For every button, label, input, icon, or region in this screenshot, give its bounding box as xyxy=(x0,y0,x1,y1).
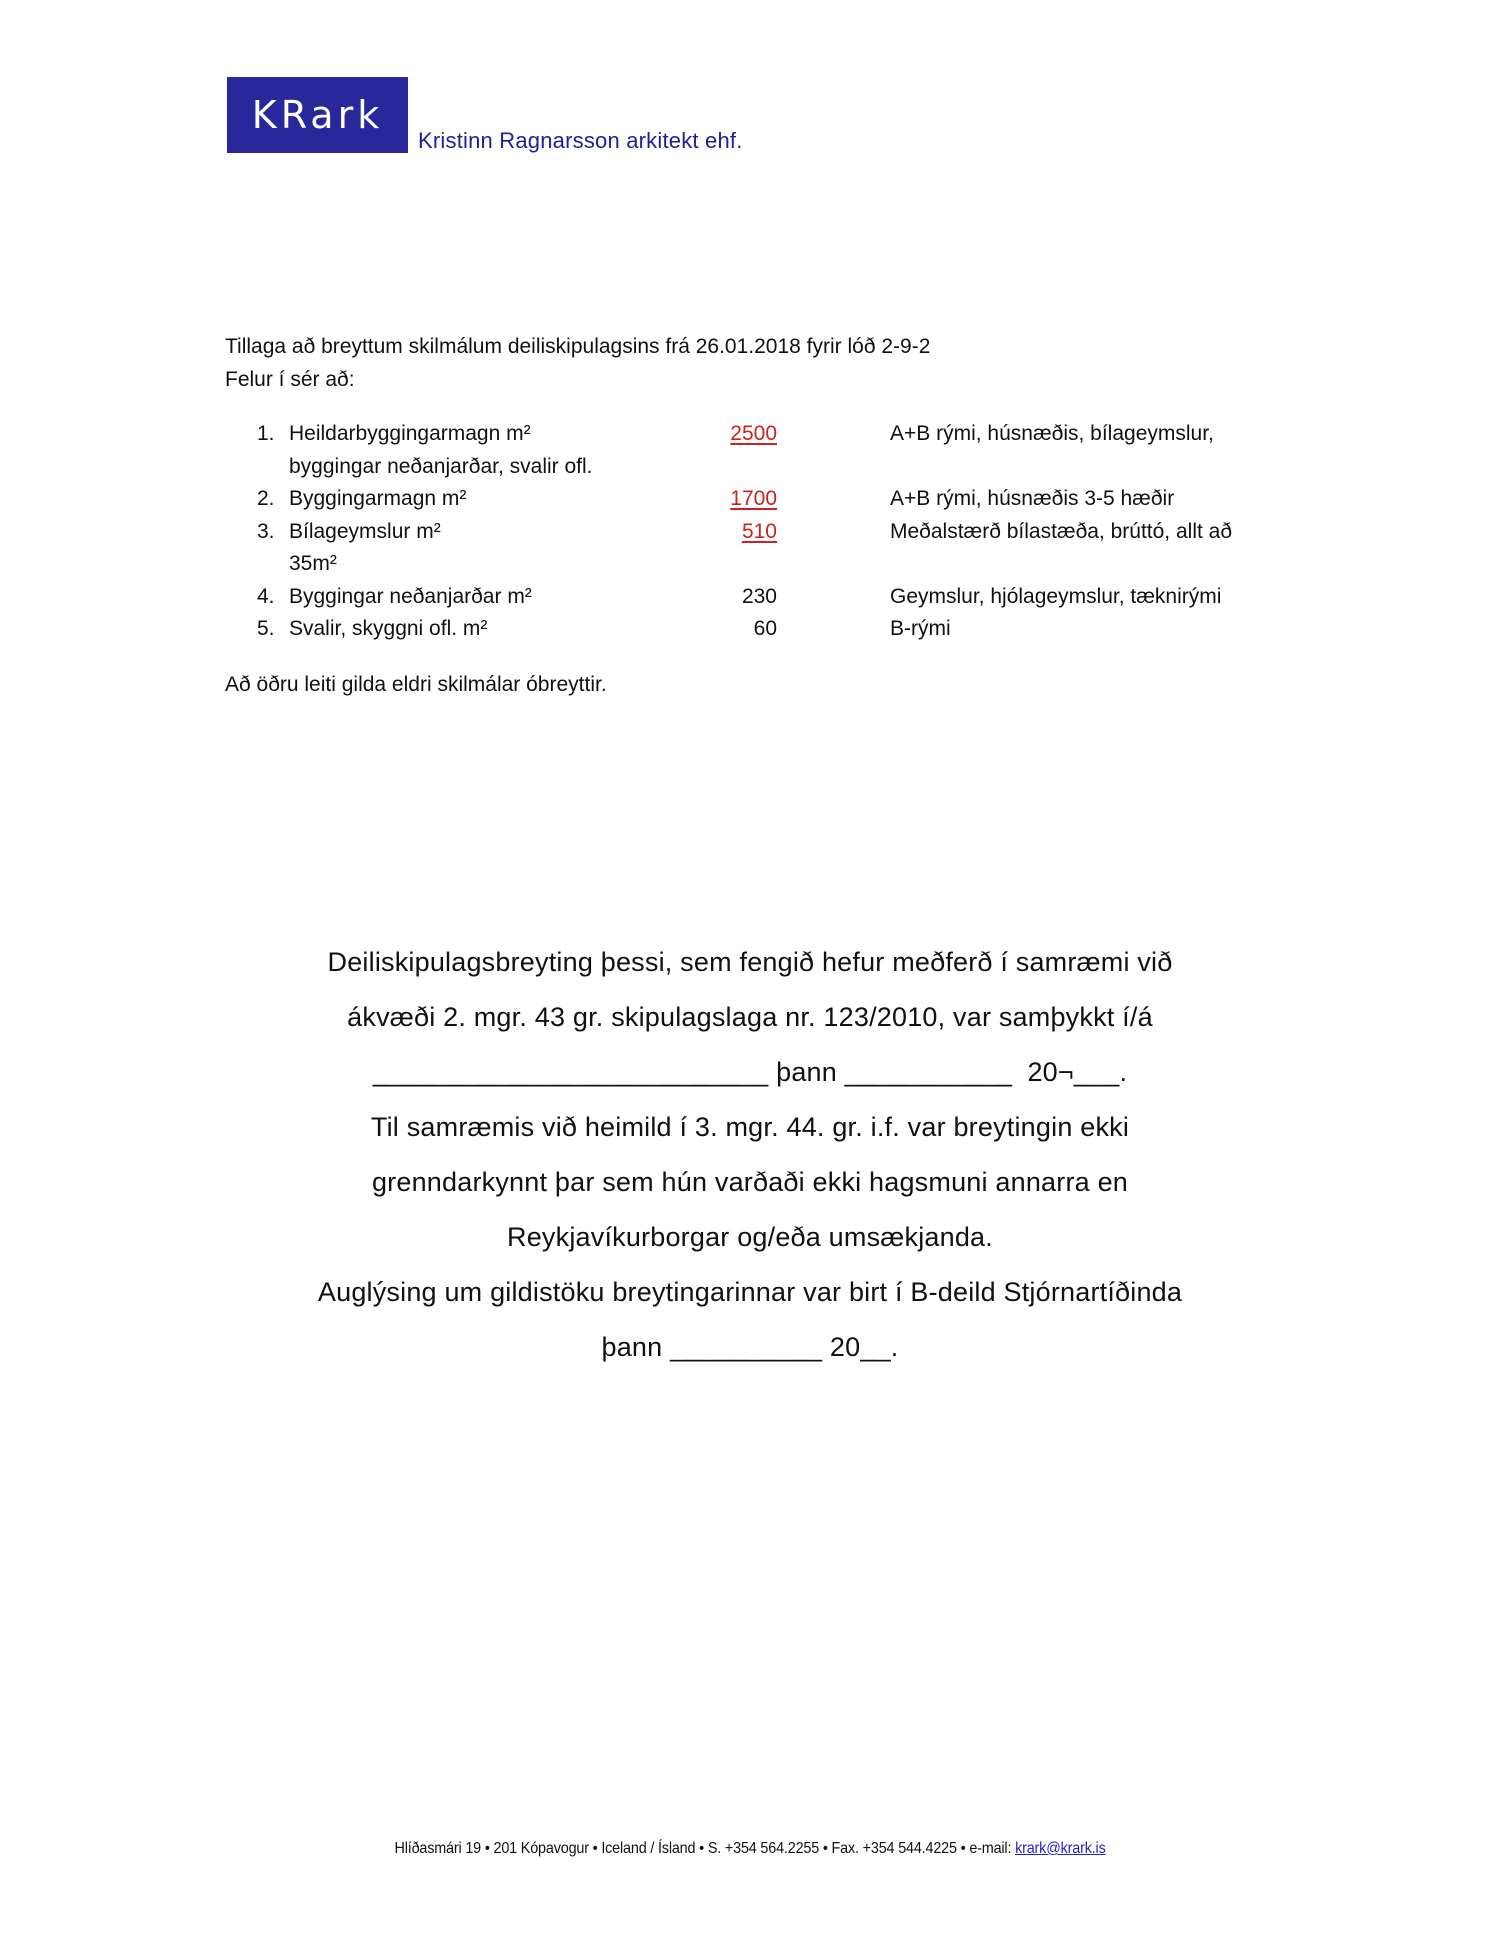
proposal-subtitle: Felur í sér að: xyxy=(225,368,355,391)
spec-label-cell xyxy=(289,581,650,614)
spec-label-cell xyxy=(289,516,650,581)
proposal-title: Tillaga að breyttum skilmálum deiliskipulagsins frá 26.01.2018 fyrir lóð 2-9-2 xyxy=(225,335,931,358)
footer-contact-line xyxy=(394,1840,1105,1858)
spec-label-line2: byggingar neðanjarðar, svalir ofl. xyxy=(289,454,593,478)
spec-comment: A+B rými, húsnæðis, bílageymslur, xyxy=(890,422,1214,445)
approval-line: grenndarkynnt þar sem hún varðaði ekki hagsmuni annarra en xyxy=(371,1167,1129,1197)
company-name: Kristinn Ragnarsson arkitekt ehf. xyxy=(418,128,743,153)
spec-label-cell xyxy=(289,613,650,646)
spec-row xyxy=(225,516,1345,581)
spec-label: Byggingarmagn m² xyxy=(289,487,467,510)
spec-number: 5. xyxy=(257,617,275,640)
spec-number: 4. xyxy=(257,584,275,608)
closing-note: Að öðru leiti gilda eldri skilmálar óbreyttir. xyxy=(225,673,607,696)
spec-label-cell xyxy=(289,418,650,483)
spec-value: 1700 xyxy=(730,487,777,510)
spec-label: Byggingar neðanjarðar m² xyxy=(289,584,532,608)
logo-text: KRark xyxy=(251,93,384,137)
approval-line: ákvæði 2. mgr. 43 gr. skipulagslaga nr. 123/2010, var samþykkt í/á xyxy=(347,1002,1153,1032)
approval-line: Reykjavíkurborgar og/eða umsækjanda. xyxy=(507,1222,993,1252)
approval-block xyxy=(150,935,1350,1375)
company-logo xyxy=(227,77,408,153)
spec-row xyxy=(225,418,1345,483)
spec-label-cell xyxy=(289,483,650,516)
spec-number: 3. xyxy=(257,519,275,543)
approval-line: Deiliskipulagsbreyting þessi, sem fengið hefur meðferð í samræmi við xyxy=(327,947,1173,977)
spec-value: 230 xyxy=(741,584,777,608)
footer xyxy=(0,1840,1500,1858)
spec-label: Bílageymslur m² xyxy=(289,519,441,543)
spec-number: 2. xyxy=(257,487,275,510)
spec-value: 60 xyxy=(753,617,777,640)
spec-comment: Meðalstærð bílastæða, brúttó, allt að xyxy=(890,519,1233,543)
footer-address-text: Hlíðasmári 19 • 201 Kópavogur • Iceland / Ísland • S. +354 564.2255 • Fax. +354 544.4225 • e-mail: xyxy=(394,1840,1016,1857)
spec-row xyxy=(225,483,1345,516)
footer-email-link[interactable]: krark@krark.is xyxy=(1015,1840,1106,1857)
spec-comment: A+B rými, húsnæðis 3-5 hæðir xyxy=(890,487,1175,510)
approval-line: Til samræmis við heimild í 3. mgr. 44. gr. i.f. var breytingin ekki xyxy=(370,1112,1130,1142)
approval-line: Auglýsing um gildistöku breytingarinnar var birt í B-deild Stjórnartíðinda xyxy=(317,1277,1183,1307)
spec-row xyxy=(225,613,1345,646)
intro-block xyxy=(225,330,930,396)
spec-label: Heildarbyggingarmagn m² xyxy=(289,422,531,445)
spec-value: 510 xyxy=(741,519,777,543)
approval-date-line: þann __________ 20__. xyxy=(601,1332,899,1362)
spec-value: 2500 xyxy=(730,422,777,445)
spec-label-line2: 35m² xyxy=(289,552,337,575)
spec-row xyxy=(225,581,1345,614)
spec-label: Svalir, skyggni ofl. m² xyxy=(289,617,488,640)
approval-signature-line: __________________________ þann ___________ 20¬___. xyxy=(372,1057,1128,1087)
spec-comment: B-rými xyxy=(890,617,951,640)
spec-comment: Geymslur, hjólageymslur, tæknirými xyxy=(890,584,1222,608)
spec-list xyxy=(225,418,1345,646)
spec-number: 1. xyxy=(257,422,275,445)
